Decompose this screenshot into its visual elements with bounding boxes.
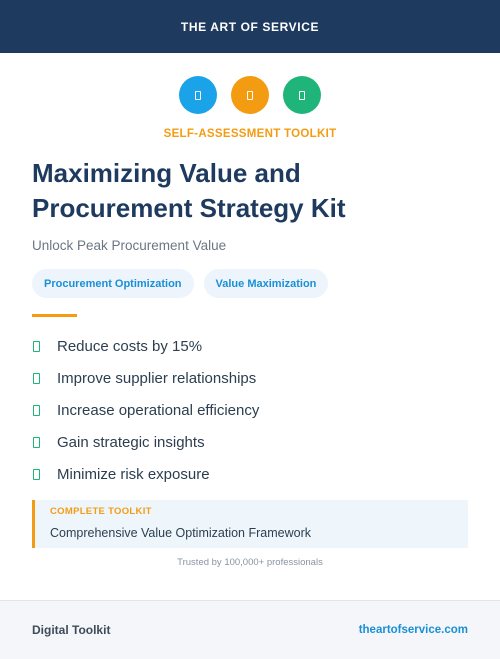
document-icon — [283, 76, 321, 114]
benefit-text: Increase operational efficiency — [57, 401, 260, 419]
accent-divider — [32, 314, 77, 317]
check-icon — [33, 469, 40, 480]
title-line-1: Maximizing Value and — [32, 158, 301, 188]
brand-name: THE ART OF SERVICE — [180, 19, 320, 34]
check-icon — [33, 405, 40, 416]
header-bar — [0, 0, 500, 53]
callout-label: COMPLETE TOOLKIT — [50, 506, 152, 517]
list-item — [32, 362, 259, 394]
list-item — [32, 330, 259, 362]
list-item — [32, 426, 259, 458]
callout-text: Comprehensive Value Optimization Framework — [50, 526, 311, 540]
list-item — [32, 458, 259, 490]
benefit-text: Reduce costs by 15% — [57, 337, 203, 355]
benefit-text: Improve supplier relationships — [57, 369, 257, 387]
footer — [0, 600, 500, 659]
check-icon — [33, 373, 40, 384]
toolkit-callout — [32, 500, 468, 548]
tag-value-maximization: Value Maximization — [204, 269, 329, 298]
check-icon — [33, 341, 40, 352]
document-icon — [231, 76, 269, 114]
page-title — [32, 156, 472, 226]
document-icon — [179, 76, 217, 114]
trust-note: Trusted by 100,000+ professionals — [177, 557, 323, 568]
website-link[interactable]: theartofservice.com — [358, 624, 468, 636]
icon-row — [0, 76, 500, 114]
benefit-list — [32, 330, 259, 490]
benefit-text: Gain strategic insights — [57, 433, 205, 451]
toolkit-type-label: SELF-ASSESSMENT TOOLKIT — [163, 128, 337, 140]
footer-label: Digital Toolkit — [32, 623, 111, 637]
list-item — [32, 394, 259, 426]
benefit-text: Minimize risk exposure — [57, 465, 210, 483]
subtitle: Unlock Peak Procurement Value — [32, 238, 227, 253]
tag-list — [32, 269, 328, 298]
tag-procurement-optimization: Procurement Optimization — [32, 269, 194, 298]
check-icon — [33, 437, 40, 448]
title-line-2: Procurement Strategy Kit — [32, 193, 346, 223]
